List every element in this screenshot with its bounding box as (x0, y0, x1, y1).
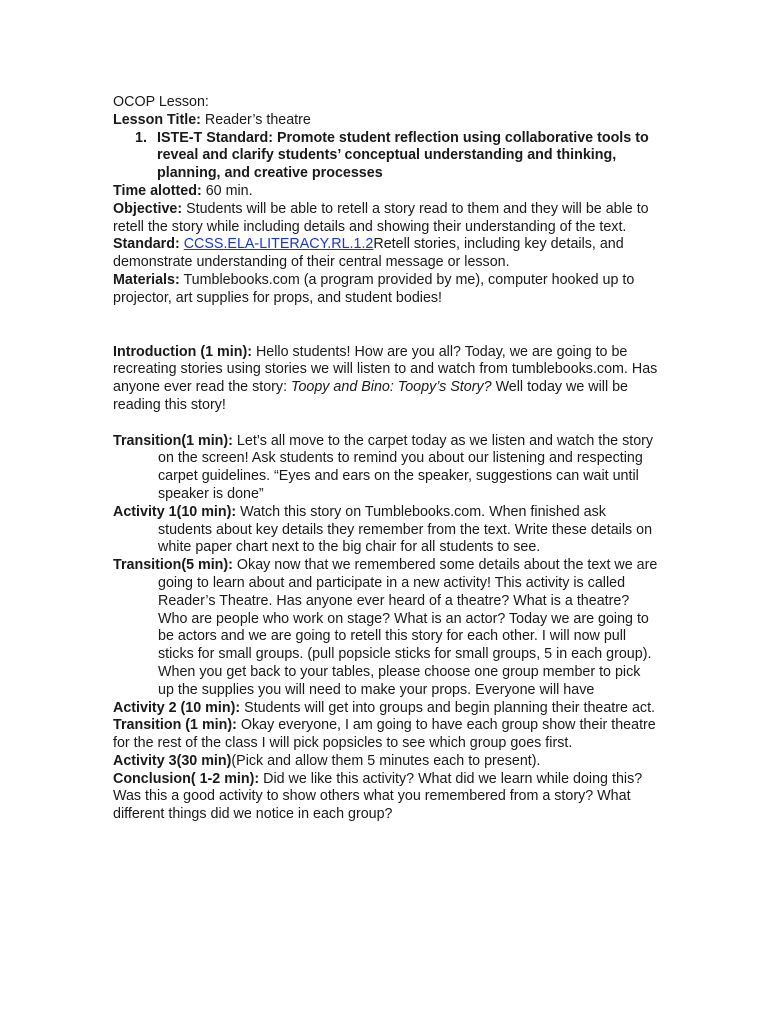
activity3-section (113, 753, 659, 771)
spacer (113, 308, 659, 344)
transition3-text: Okay everyone, I am going to have each group show their theatre for the rest of the class I will pick popsicles to see which group goes first. (113, 717, 656, 752)
transition2-text: Okay now that we remembered some details about the text we are going to learn about and participate in a new activity! This activity is called Reader’s Theatre. Has anyone ever heard of a theatre? What is a theatre? Who are people who work on stage? What is an actor? Today we are going to be actors and we are going to retell this story for each other. I will now pull sticks for small groups. (pull popsicle sticks for small groups, 5 in each group). When you get back to your tables, please choose one group member to pick up the supplies you will need to make your props. Everyone will have (158, 557, 658, 698)
time-value: 60 min. (201, 182, 253, 199)
objective-label: Objective: (113, 200, 183, 217)
activity1-label: Activity 1(10 min): (113, 503, 237, 520)
standard-value: Retell stories, including key details, and demonstrate understanding of their central message or lesson. (113, 236, 624, 271)
introduction-end: Well today we will be reading this story! (113, 379, 629, 413)
transition2-label: Transition(5 min): (113, 557, 233, 574)
activity2-section (113, 700, 659, 718)
transition1-label: Transition(1 min): (113, 432, 233, 449)
lesson-type: OCOP Lesson: (113, 94, 209, 110)
lesson-plan (113, 94, 659, 824)
introduction-label: Introduction (1 min): (113, 343, 252, 360)
activity1-text: Watch this story on Tumblebooks.com. When finished ask students about key details they remember from the text. Write these details on white paper chart next to the big chair for all students to see. (158, 503, 653, 556)
lesson-title-value: Reader’s theatre (200, 111, 311, 128)
time-line (113, 183, 659, 201)
transition3-label: Transition (1 min): (113, 717, 237, 734)
objective-line (113, 201, 659, 237)
conclusion-text: Did we like this activity? What did we learn while doing this? Was this a good activity to show others what you remembered from a story? What different things did we notice in each group? (113, 770, 643, 823)
standard-label: Standard: (113, 236, 180, 253)
standard-line (113, 236, 659, 272)
materials-label: Materials: (113, 271, 180, 288)
iste-standard-item (113, 130, 659, 183)
materials-value: Tumblebooks.com (a program provided by me), computer hooked up to projector, art supplies for props, and student bodies! (113, 271, 635, 306)
transition1-section (113, 433, 659, 504)
transition3-section (113, 717, 659, 753)
activity2-text: Students will get into groups and begin planning their theatre act. (240, 699, 656, 716)
materials-line (113, 272, 659, 308)
time-label: Time alotted: (113, 182, 202, 199)
activity2-label: Activity 2 (10 min): (113, 699, 241, 716)
introduction-section (113, 344, 659, 415)
transition1-text: Let’s all move to the carpet today as we listen and watch the story on the screen! Ask students to remind you about our listening and respecting carpet guidelines. “Eyes and ears on the speaker, suggestions can wait until speaker is done” (158, 432, 654, 502)
conclusion-label: Conclusion( 1-2 min): (113, 770, 260, 787)
objective-value: Students will be able to retell a story read to them and they will be able to retell the story while including details and showing their understanding of the text. (113, 200, 649, 235)
introduction-book-title: Toopy and Bino: Toopy’s Story? (291, 379, 492, 396)
introduction-text: Hello students! How are you all? Today, we are going to be recreating stories using stories we will listen to and watch from tumblebooks.com. Has anyone ever read the story: (113, 343, 658, 396)
lesson-title-line (113, 112, 659, 130)
conclusion-section (113, 771, 659, 824)
activity1-section (113, 504, 659, 557)
list-number: 1. (135, 129, 147, 146)
activity3-text: (Pick and allow them 5 minutes each to present). (231, 752, 541, 769)
standard-link[interactable]: CCSS.ELA-LITERACY.RL.1.2 (183, 236, 374, 253)
activity3-label: Activity 3(30 min) (113, 752, 232, 769)
transition2-section (113, 557, 659, 699)
lesson-title-label: Lesson Title: (113, 111, 201, 128)
iste-standard-text: ISTE-T Standard: Promote student reflection using collaborative tools to reveal and clarify students’ conceptual understanding and thinking, planning, and creative processes (157, 129, 649, 182)
spacer (113, 415, 659, 433)
